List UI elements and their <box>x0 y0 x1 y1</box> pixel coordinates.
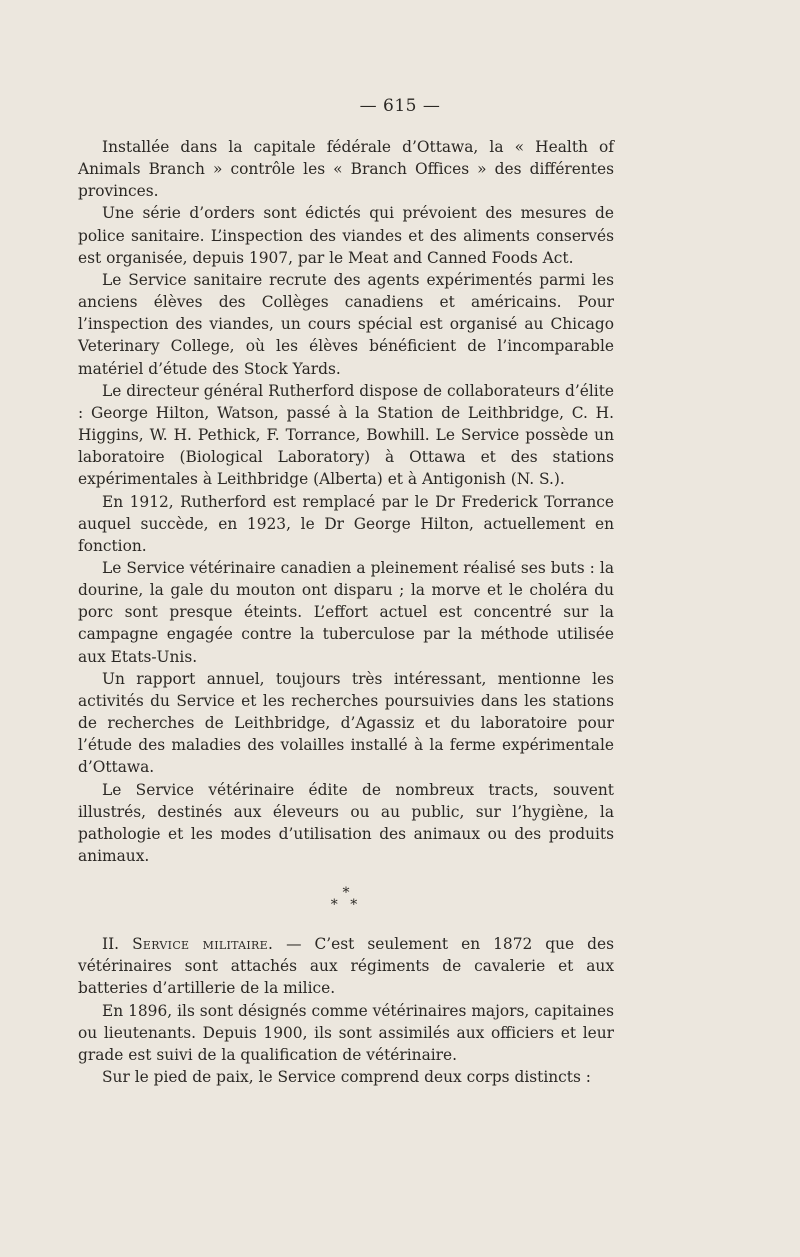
section-ii-paragraph <box>78 933 614 999</box>
paragraph-6: Le Service vétérinaire canadien a pleinement réalisé ses buts : la dourine, la gale du mouton ont disparu ; la morve et le choléra du porc sont presque éteints. L’effort actuel est concentré sur la campagne engagée contre la tuberculose par la méthode utilisée aux Etats-Unis. <box>78 558 614 666</box>
paragraph-2: Une série d’orders sont édictés qui prévoient des mesures de police sanitaire. L’inspection des viandes et des aliments conservés est organisée, depuis 1907, par le Meat and Canned Foods Act. <box>78 204 614 267</box>
paragraph-3: Le Service sanitaire recrute des agents expérimentés parmi les anciens élèves des Collèges canadiens et américains. Pour l’inspection des viandes, un cours spécial est organisé au Chicago Veterinary College, où les élèves bénéficient de l’incomparable matériel d’étude des Stock Yards. <box>78 270 614 378</box>
section-number: II. <box>102 935 120 954</box>
section-heading: Service militaire. <box>132 935 274 954</box>
paragraph-9: En 1896, ils sont désignés comme vétérinaires majors, capitaines ou lieutenants. Depuis 1900, ils sont assimilés aux officiers et leur grade est suivi de la qualification de vétérinaire. <box>78 1001 614 1064</box>
section-separator <box>78 885 614 914</box>
paragraph-5: En 1912, Rutherford est remplacé par le Dr Frederick Torrance auquel succède, en 1923, le Dr George Hilton, actuellement en fonction. <box>78 492 614 555</box>
paragraph-8: Le Service vétérinaire édite de nombreux tracts, souvent illustrés, destinés aux éleveurs ou au public, sur l’hygiène, la pathologie et les modes d’utilisation des animaux ou des produits animaux. <box>78 780 614 865</box>
paragraph-4: Le directeur général Rutherford dispose de collaborateurs d’élite : George Hilton, Watson, passé à la Station de Leithbridge, C. H. Higgins, W. H. Pethick, F. Torrance, Bowhill. Le Service possède un laboratoire (Biological Laboratory) à Ottawa et des stations expérimentales à Leithbridge (Alberta) et à Antigonish (N. S.). <box>78 381 614 489</box>
paragraph-1: Installée dans la capitale fédérale d’Ottawa, la « Health of Animals Branch » contrôle les « Branch Offices » des différentes provinces. <box>78 138 614 201</box>
paragraph-10: Sur le pied de paix, le Service comprend deux corps distincts : <box>102 1068 591 1087</box>
body-text <box>78 136 614 1088</box>
paragraph-7: Un rapport annuel, toujours très intéressant, mentionne les activités du Service et les recherches poursuivies dans les stations de recherches de Leithbridge, d’Agassiz et du laboratoire pour l’étude des maladies des volailles installé à la ferme expérimentale d’Ottawa. <box>78 669 614 777</box>
asterism-top: * <box>342 885 350 902</box>
section-intro: — C’est seulement en 1872 que des vétérinaires sont attachés aux régiments de cavalerie et aux batteries d’artillerie de la milice. <box>78 935 614 998</box>
page-number: — 615 — <box>359 96 441 116</box>
asterism-bottom: * * <box>330 897 362 914</box>
